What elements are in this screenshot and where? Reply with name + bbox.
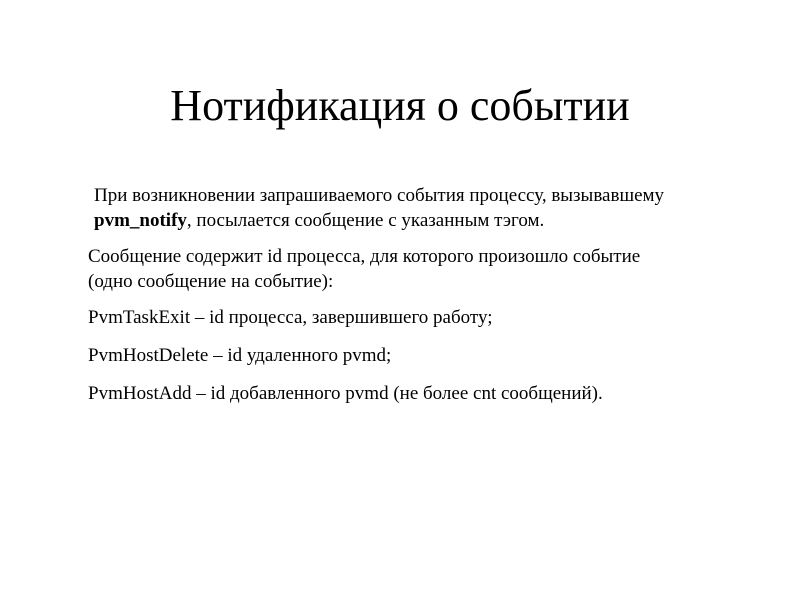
event-item-host-add: PvmHostAdd – id добавленного pvmd (не более cnt сообщений). <box>88 383 603 404</box>
paragraph-message <box>88 244 768 294</box>
slide-title: Нотификация о событии <box>170 81 630 130</box>
paragraph-message-line1: Сообщение содержит id процесса, для которого произошло событие <box>88 246 641 267</box>
event-item-host-delete: PvmHostDelete – id удаленного pvmd; <box>88 345 392 366</box>
paragraph-notify-line1: При возникновении запрашиваемого события процессу, вызывавшему <box>94 185 665 206</box>
paragraph-message-line2: (одно сообщение на событие): <box>88 271 334 292</box>
paragraph-notify-line2: , посылается сообщение с указанным тэгом. <box>186 210 545 231</box>
paragraph-notify <box>88 183 768 233</box>
pvm-notify-term: pvm_notify <box>94 210 187 231</box>
slide-body <box>88 183 768 419</box>
event-item-task-exit: PvmTaskExit – id процесса, завершившего работу; <box>88 307 493 328</box>
